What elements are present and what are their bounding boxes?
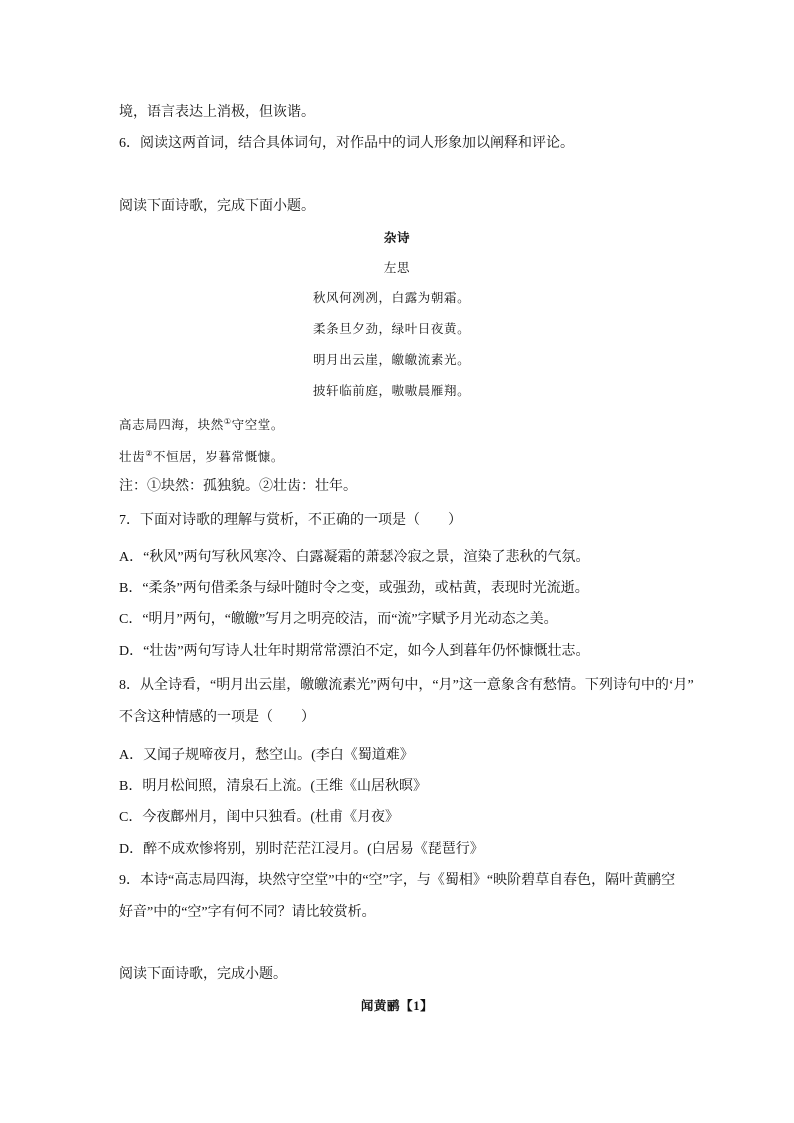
footnote-marker: ①: [223, 417, 232, 426]
poem-author: 左思: [383, 261, 411, 275]
poem-note: 注：①块然：孤独貌。②壮齿：壮年。: [119, 479, 357, 494]
poem-text: 守空堂。: [231, 418, 284, 432]
poem2-title: 闻黄鹂【1】: [360, 999, 434, 1013]
poem-title: 杂诗: [383, 231, 411, 245]
poem-text: 不恒居，岁暮常慨慷。: [152, 450, 284, 464]
question-8-stem-line1: 8．从全诗看，“明月出云崖，皦皦流素光”两句中，“月”这一意象含有愁情。下列诗句中的‘月”: [119, 678, 694, 693]
question-8-option-c: C．今夜鄜州月，闺中只独看。(杜甫《月夜》: [119, 810, 399, 825]
question-8-option-a: A．又闻子规啼夜月，愁空山。(李白《蜀道难》: [119, 748, 414, 763]
section1-instruction: 阅读下面诗歌，完成下面小题。: [119, 199, 315, 214]
question-9-stem-line1: 9．本诗“高志局四海，块然守空堂”中的“空”字，与《蜀相》“映阶碧草自春色，隔叶黄鹂空: [119, 873, 676, 888]
question-8-option-b: B．明月松间照，清泉石上流。(王维《山居秋暝》: [119, 779, 427, 794]
question-7-option-c: C．“明月”两句，“皦皦”写月之明亮皎洁，而“流”字赋予月光动态之美。: [119, 612, 558, 627]
question-7-option-d: D．“壮齿”两句写诗人壮年时期常常漂泊不定，如今人到暮年仍怀慷慨壮志。: [119, 644, 590, 659]
section2-instruction: 阅读下面诗歌，完成小题。: [119, 967, 287, 982]
question-7-option-a: A．“秋风”两句写秋风寒冷、白露凝霜的萧瑟冷寂之景，渲染了悲秋的气氛。: [119, 550, 590, 565]
poem-line: 秋风何冽冽，白露为朝霜。: [313, 291, 471, 305]
poem-text: 高志局四海，块然: [119, 418, 224, 432]
question-7-stem: 7．下面对诗歌的理解与赏析，不正确的一项是（ ）: [119, 513, 462, 528]
poem-line: 柔条旦夕劲，绿叶日夜黄。: [313, 322, 471, 336]
question-8-option-d: D．醉不成欢惨将别，别时茫茫江浸月。(白居易《琵琶行》: [119, 842, 484, 857]
question-8-stem-line2: 不含这种情感的一项是（ ）: [119, 710, 315, 725]
poem-line-left: [119, 445, 284, 466]
poem-line: 披轩临前庭，嗷嗷晨雁翔。: [313, 384, 471, 398]
footnote-marker: ②: [145, 449, 153, 458]
intro-tail-text: 境，语言表达上消极，但诙谐。: [119, 105, 315, 120]
question-7-option-b: B．“柔条”两句借柔条与绿叶随时令之变，或强劲，或枯黄，表现时光流逝。: [119, 581, 589, 596]
poem-line: 明月出云崖，皦皦流素光。: [313, 353, 471, 367]
poem-text: 壮齿: [119, 450, 146, 464]
poem-line-left: [119, 413, 284, 434]
question-6: 6．阅读这两首词，结合具体词句，对作品中的词人形象加以阐释和评论。: [119, 136, 574, 151]
question-9-stem-line2: 好音”中的“空”字有何不同？请比较赏析。: [119, 905, 376, 920]
